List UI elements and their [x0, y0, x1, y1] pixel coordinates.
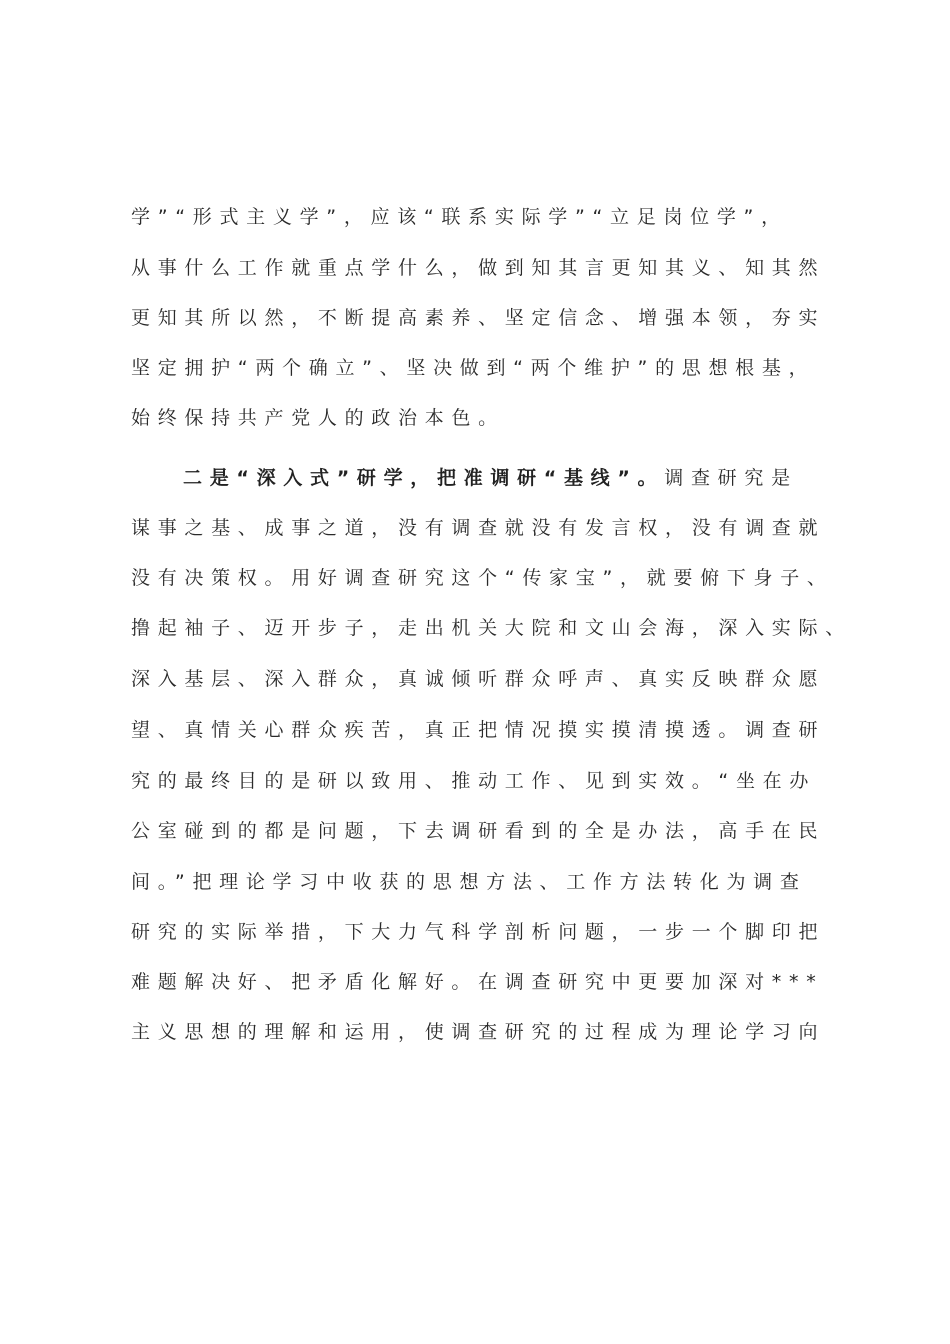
body-text-line: 没有决策权。用好调查研究这个“传家宝”，就要俯下身子、 [131, 567, 834, 589]
body-text-line: 主义思想的理解和运用，使调查研究的过程成为理论学习向 [131, 1021, 826, 1043]
body-text-line: 间。”把理论学习中收获的思想方法、工作方法转化为调查 [131, 871, 807, 893]
body-text-line: 究的最终目的是研以致用、推动工作、见到实效。“坐在办 [131, 770, 817, 792]
paragraph-lead-text: 调查研究是 [664, 467, 798, 489]
body-text-line: 望、真情关心群众疾苦，真正把情况摸实摸清摸透。调查研 [131, 719, 826, 741]
body-text-line: 更知其所以然，不断提高素养、坚定信念、增强本领，夯实 [131, 307, 826, 329]
body-text-line: 难题解决好、把矛盾化解好。在调查研究中更要加深对*** [131, 971, 824, 993]
paragraph-heading: 二是“深入式”研学，把准调研“基线”。 [183, 467, 665, 489]
body-text-line: 谋事之基、成事之道，没有调查就没有发言权，没有调查就 [131, 517, 826, 539]
body-text-line: 从事什么工作就重点学什么，做到知其言更知其义、知其然 [131, 257, 826, 279]
body-text-line: 研究的实际举措，下大力气科学剖析问题，一步一个脚印把 [131, 921, 826, 943]
body-text-line: 公室碰到的都是问题，下去调研看到的全是办法，高手在民 [131, 820, 826, 842]
body-text-line: 始终保持共产党人的政治本色。 [131, 407, 505, 429]
paragraph-first-line [183, 463, 893, 493]
body-text-line: 深入基层、深入群众，真诚倾听群众呼声、真实反映群众愿 [131, 668, 826, 690]
body-text-line: 学”“形式主义学”，应该“联系实际学”“立足岗位学”， [131, 206, 788, 228]
body-text-line: 坚定拥护“两个确立”、坚决做到“两个维护”的思想根基， [131, 357, 816, 379]
body-text-line: 撸起袖子、迈开步子，走出机关大院和文山会海，深入实际、 [131, 617, 852, 639]
